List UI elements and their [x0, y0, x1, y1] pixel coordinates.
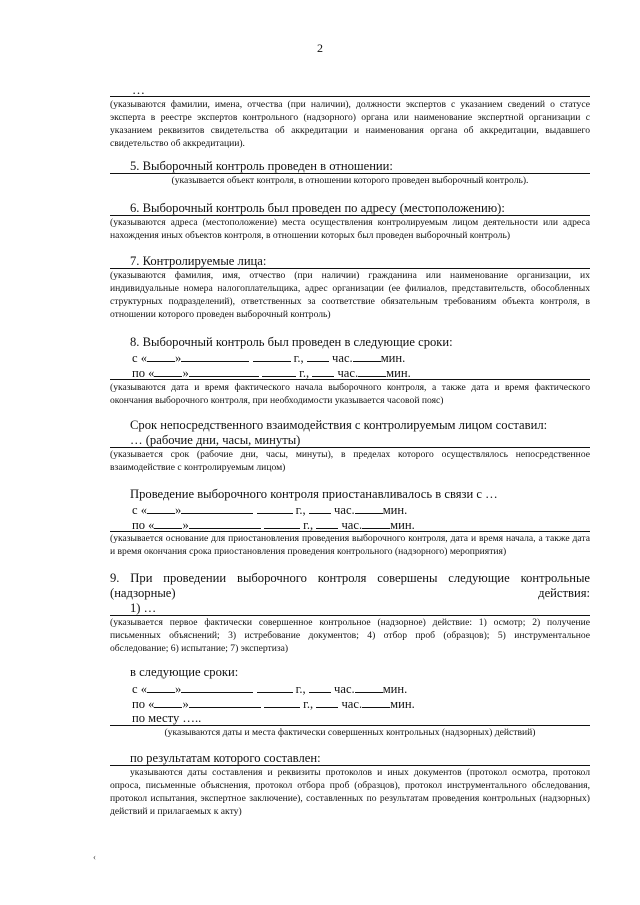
action-from-hour-field[interactable]: [309, 681, 331, 693]
suspension-from-month-field[interactable]: [181, 502, 253, 514]
suspension-to-month-field[interactable]: [189, 517, 261, 529]
suspension-to-minute-field[interactable]: [362, 517, 390, 529]
section-7-heading: 7. Контролируемые лица:: [130, 254, 267, 268]
from-label: с «: [132, 351, 148, 365]
section-9-results-hint: указываются даты составления и реквизиты протоколов и иных документов (протокол осмотра, протокол опроса, письменные объяснения, протокол отбора проб (образцов), протокол инструментального обследования, протокол испытания, экспертное заключение), составленных по результатам проведения контрольных (надзорных) действий и прилагаемых к акту): [110, 767, 590, 817]
section-9-heading: 9. При проведении выборочного контроля совершены следующие контрольные (надзорные) действия:: [110, 571, 590, 600]
to-label: по «: [132, 366, 155, 380]
action-to-day-field[interactable]: [154, 696, 182, 708]
section-5-hint: (указывается объект контроля, в отношении которого проведен выборочный контроль).: [171, 175, 529, 186]
suspension-to-year-field[interactable]: [264, 517, 300, 529]
section-8-to-row: по « » г., час. мин.: [132, 366, 411, 380]
experts-line: [110, 96, 590, 97]
footer-mark: ‹: [93, 852, 96, 862]
action-to-hour-field[interactable]: [316, 696, 338, 708]
section-8-hint: (указываются дата и время фактического начала выборочного контроля, а также дата и время фактического окончания выборочного контроля, при необходимости указывается часовой пояс): [110, 382, 590, 406]
interaction-value: … (рабочие дни, часы, минуты): [130, 433, 301, 447]
section-8-from-row: с « » г., час. мин.: [132, 351, 406, 365]
suspension-to-hour-field[interactable]: [316, 517, 338, 529]
to-hour-field[interactable]: [312, 365, 334, 377]
suspension-from-day-field[interactable]: [147, 502, 175, 514]
section-5-heading: 5. Выборочный контроль проведен в отношении:: [130, 159, 393, 173]
section-6-heading: 6. Выборочный контроль был проведен по адресу (местоположению):: [130, 201, 505, 215]
action-from-minute-field[interactable]: [355, 681, 383, 693]
to-year-field[interactable]: [262, 365, 296, 377]
action-from-year-field[interactable]: [257, 681, 293, 693]
suspension-to-row: по « » г., час. мин.: [132, 518, 415, 532]
from-hour-field[interactable]: [307, 350, 329, 362]
experts-ellipsis: …: [132, 82, 145, 97]
section-9-terms-label: в следующие сроки:: [130, 665, 239, 679]
section-9-place: по месту …..: [132, 711, 202, 725]
experts-hint: (указываются фамилии, имена, отчества (при наличии), должности экспертов с указанием сведений о статусе эксперта в реестре экспертов контрольного (надзорного) органа или наименование экспертной организации с указанием реквизитов свидетельства об аккредитации и наименования органа об аккредитации, выдавшего свидетельство об аккредитации).: [110, 99, 590, 149]
action-to-month-field[interactable]: [189, 696, 261, 708]
action-to-minute-field[interactable]: [362, 696, 390, 708]
from-minute-field[interactable]: [353, 350, 381, 362]
from-month-field[interactable]: [181, 350, 249, 362]
suspension-from-hour-field[interactable]: [309, 502, 331, 514]
to-month-field[interactable]: [189, 365, 259, 377]
section-9-from-row: с « » г., час. мин.: [132, 682, 408, 696]
from-day-field[interactable]: [147, 350, 175, 362]
section-9-results-label: по результатам которого составлен:: [130, 751, 321, 765]
action-to-year-field[interactable]: [264, 696, 300, 708]
suspension-from-minute-field[interactable]: [355, 502, 383, 514]
section-9-place-hint: (указываются даты и места фактически совершенных контрольных (надзорных) действий): [164, 727, 536, 738]
suspension-from-year-field[interactable]: [257, 502, 293, 514]
action-from-day-field[interactable]: [147, 681, 175, 693]
suspension-to-day-field[interactable]: [154, 517, 182, 529]
section-6-hint: (указываются адреса (местоположение) места осуществления контролируемым лицом деятельности или адреса нахождения иных объектов контроля, в отношении которых был проведен выборочный контроль): [110, 217, 590, 241]
interaction-hint: (указывается срок (рабочие дни, часы, минуты), в пределах которого осуществлялось непосредственное взаимодействие с контролируемым лицом): [110, 449, 590, 473]
from-year-field[interactable]: [253, 350, 291, 362]
section-8-line: [110, 379, 590, 380]
to-minute-field[interactable]: [358, 365, 386, 377]
section-9-hint: (указывается первое фактически совершенное контрольное (надзорное) действие: 1) осмотр; 2) получение письменных объяснений; 3) истребование документов; 4) отбор проб (образцов); 5) инструментальное обследование; 6) испытание; 7) экспертиза): [110, 617, 590, 654]
suspension-heading: Проведение выборочного контроля приостанавливалось в связи с …: [130, 487, 498, 501]
section-8-heading: 8. Выборочный контроль был проведен в следующие сроки:: [130, 335, 453, 349]
action-from-month-field[interactable]: [181, 681, 253, 693]
suspension-from-row: с « » г., час. мин.: [132, 503, 408, 517]
to-day-field[interactable]: [154, 365, 182, 377]
suspension-hint: (указывается основание для приостановления проведения выборочного контроля, дата и время начала, а также дата и время окончания срока приостановления проведения контрольного (надзорного) мероприятия): [110, 533, 590, 557]
interaction-heading: Срок непосредственного взаимодействия с контролируемым лицом составил:: [130, 418, 548, 432]
section-9-to-row: по « » г., час. мин.: [132, 697, 415, 711]
section-7-hint: (указываются фамилия, имя, отчество (при наличии) гражданина или наименование организации, их индивидуальные номера налогоплательщика, адрес организации (ее филиалов, представительств, обособленных структурных подразделений), ответственных за соответствие обязательным требованиям объекта контроля, в отношении которого проведен выборочный контроль): [110, 270, 590, 320]
page-number: 2: [317, 41, 323, 55]
section-9-item-1: 1) …: [130, 601, 157, 615]
